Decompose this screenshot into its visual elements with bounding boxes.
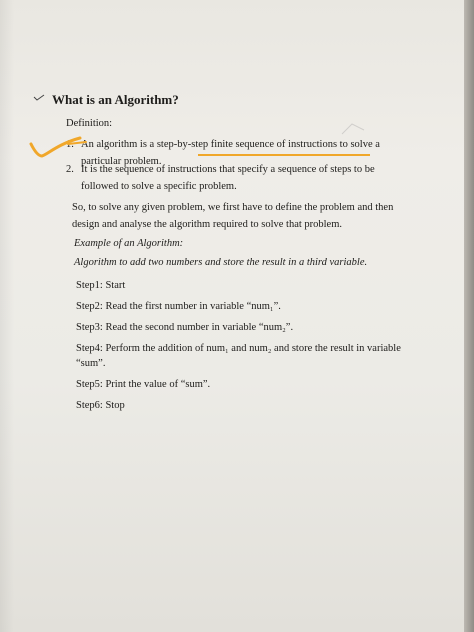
heading: What is an Algorithm? (52, 92, 179, 107)
paragraph-line-2: design and analyse the algorithm required to solve that problem. (72, 219, 343, 230)
definition-2-number: 2. (66, 164, 74, 175)
step-5: Step5: Print the value of “sum”. (76, 379, 211, 390)
pen-tick-icon (33, 94, 45, 102)
step-4-continuation: “sum”. (76, 358, 106, 369)
definition-1-line2: particular problem. (81, 156, 162, 167)
step-3: Step3: Read the second number in variable “num₂”. (76, 322, 294, 333)
definition-2-line2: followed to solve a specific problem. (81, 181, 237, 192)
step-2: Step2: Read the first number in variable “num₁”. (76, 301, 281, 312)
highlight-underline (198, 154, 370, 156)
example-description: Algorithm to add two numbers and store the result in a third variable. (74, 257, 368, 268)
paragraph-line-1: So, to solve any given problem, we first have to define the problem and then (72, 202, 394, 213)
definition-label: Definition: (66, 118, 113, 129)
step-6: Step6: Stop (76, 400, 125, 411)
definition-2-line1: It is the sequence of instructions that specify a sequence of steps to be (81, 164, 375, 175)
page-edge (464, 0, 474, 632)
checkmark-icon (28, 134, 88, 160)
example-label: Example of an Algorithm: (74, 238, 184, 249)
step-4: Step4: Perform the addition of num₁ and num₂ and store the result in variable (76, 343, 401, 354)
definition-1-number: 1. (66, 139, 74, 150)
step-1: Step1: Start (76, 280, 126, 291)
definition-1-line1: An algorithm is a step-by-step finite sequence of instructions to solve a (81, 139, 380, 150)
page-shadow (0, 0, 14, 632)
smudge-mark (340, 120, 366, 138)
